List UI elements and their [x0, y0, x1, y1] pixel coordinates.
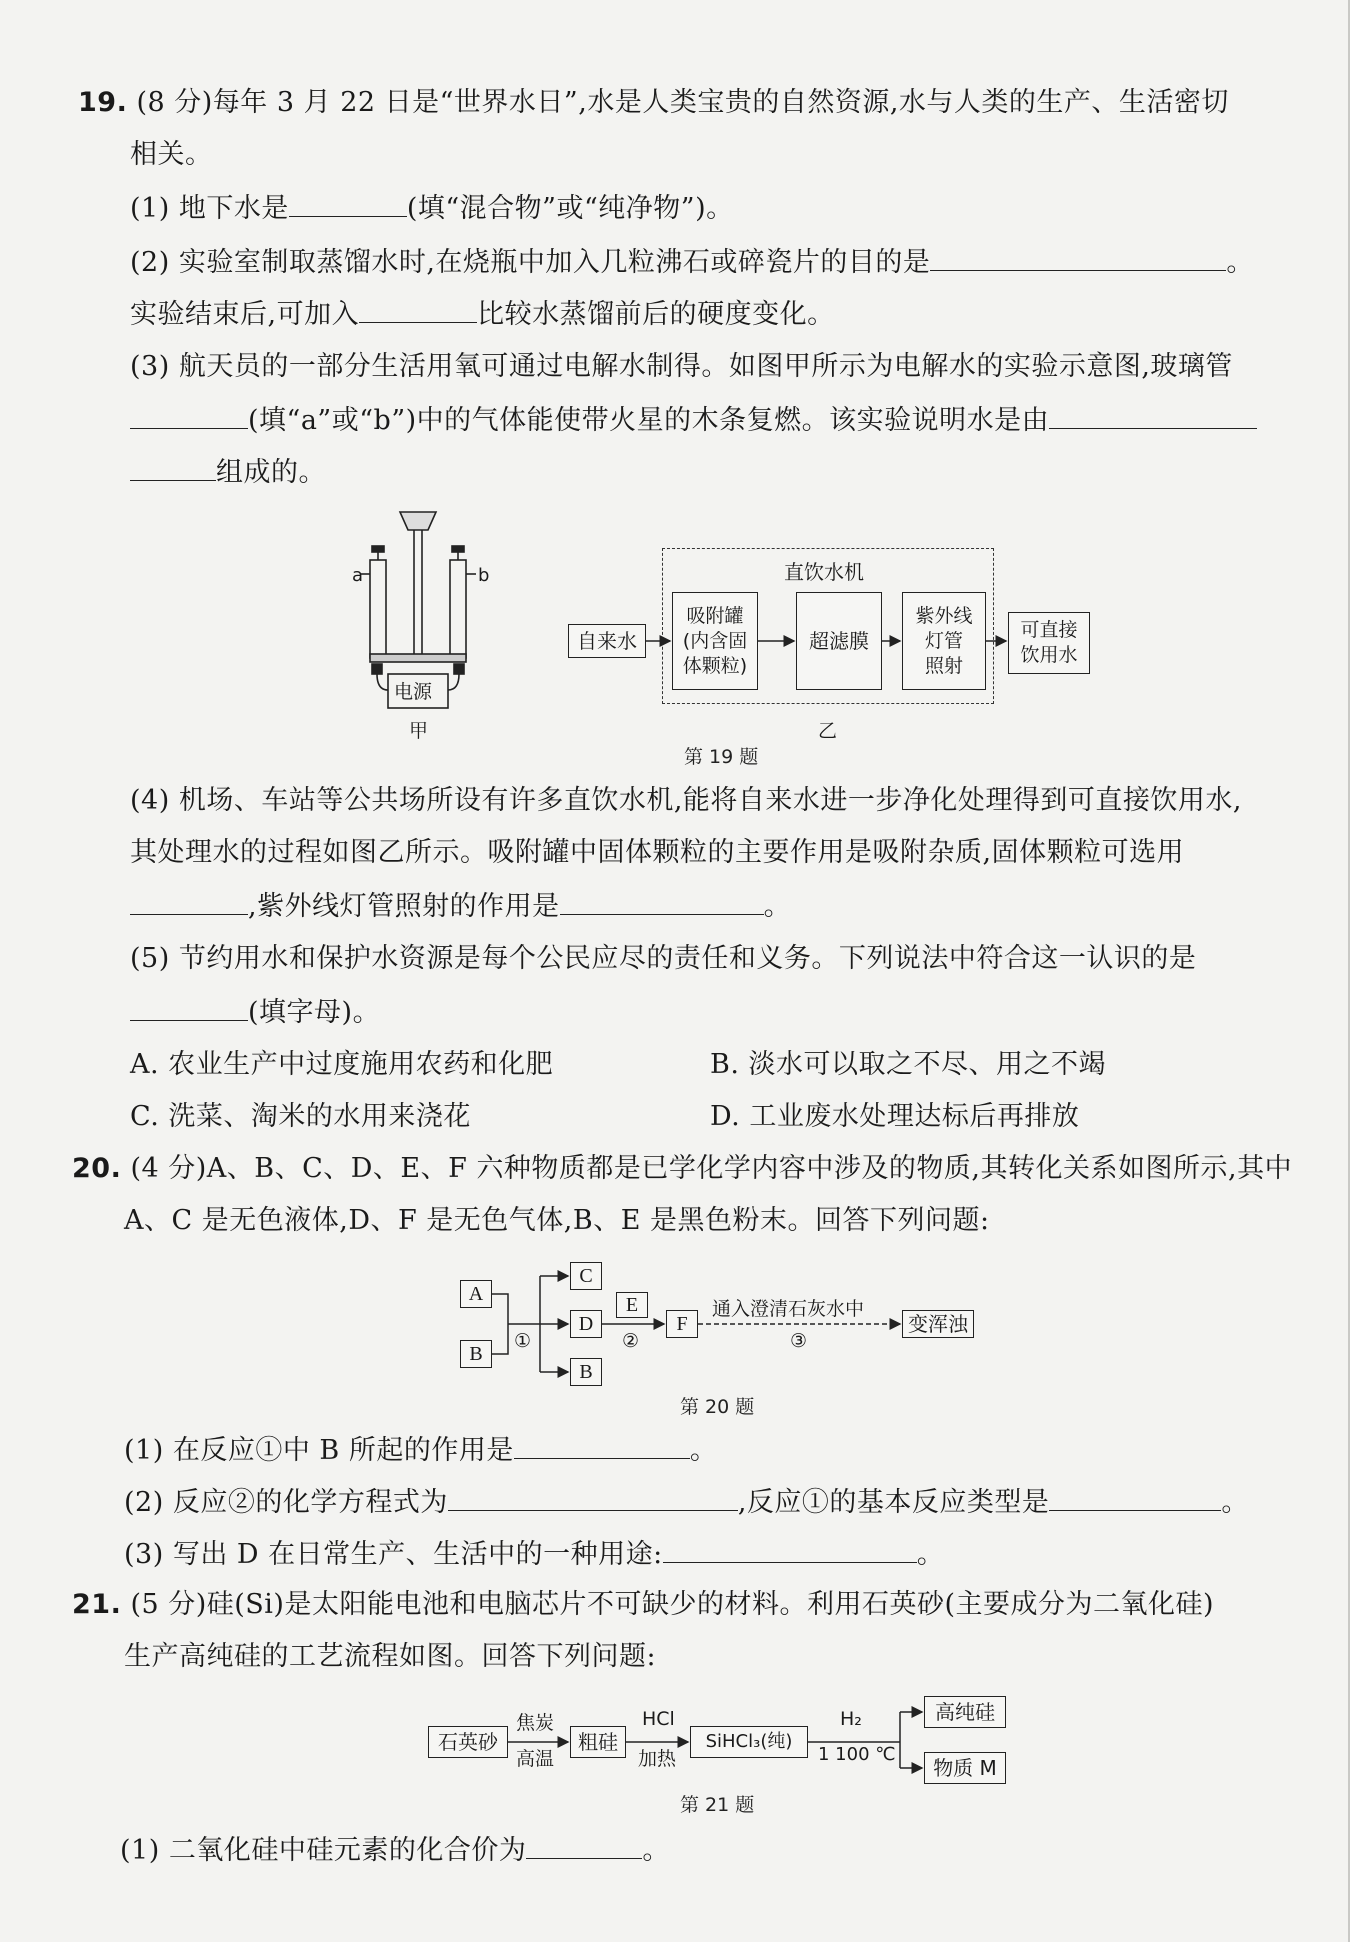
uv-lamp-box: 紫外线 灯管 照射 [902, 592, 986, 690]
q19-number: 19. [78, 87, 128, 118]
reaction-2-label: ② [622, 1330, 640, 1352]
tap-water-box: 自来水 [568, 624, 646, 658]
machine-title: 直饮水机 [784, 560, 864, 584]
h2-label: H₂ [840, 1708, 862, 1730]
node-b: B [460, 1340, 492, 1368]
q19-p2-end: 。 [1226, 247, 1254, 278]
node-turbid: 变浑浊 [902, 1310, 974, 1338]
node-f: F [666, 1310, 698, 1338]
node-b-product: B [570, 1358, 602, 1386]
power-source-label: 电源 [394, 681, 433, 703]
substance-m-box: 物质 M [924, 1752, 1006, 1784]
tube-b-label: b [478, 565, 490, 586]
quartz-sand-box: 石英砂 [428, 1726, 508, 1758]
node-e: E [616, 1292, 648, 1318]
q21-p1-text: (1) 二氧化硅中硅元素的化合价为 [120, 1835, 527, 1866]
q19-p2-text4: 比较水蒸馏前后的硬度变化。 [477, 299, 835, 330]
sihcl3-box: SiHCl₃(纯) [690, 1726, 808, 1758]
node-a: A [460, 1280, 492, 1308]
q21-line2: 生产高纯硅的工艺流程如图。回答下列问题: [124, 1641, 657, 1672]
ultrafiltration-box: 超滤膜 [796, 592, 882, 690]
q19-p4-text: ,紫外线灯管照射的作用是 [248, 891, 560, 922]
q19-option-d: D. 工业废水处理达标后再排放 [710, 1101, 1080, 1132]
q19-p3-text3: 组成的。 [216, 457, 326, 488]
heat-label: 加热 [638, 1748, 677, 1770]
q19-option-b: B. 淡水可以取之不尽、用之不竭 [710, 1049, 1107, 1080]
adsorption-tank-box: 吸附罐 (内含固 体颗粒) [672, 592, 758, 690]
high-temp-label: 高温 [516, 1748, 555, 1770]
q20-p1-end: 。 [689, 1435, 718, 1466]
q20-p2-text2: ,反应①的基本反应类型是 [737, 1487, 1050, 1518]
node-d: D [570, 1310, 602, 1338]
q20-p1-text: (1) 在反应①中 B 所起的作用是 [124, 1435, 514, 1466]
reaction-3-label: ③ [790, 1330, 808, 1352]
figure-20-caption: 第 20 题 [680, 1396, 755, 1418]
q19-part5: (5) 节约用水和保护水资源是每个公民应尽的责任和义务。下列说法中符合这一认识的是 [130, 943, 1197, 974]
q21-number: 21. [72, 1589, 122, 1620]
q20-p2-end: 。 [1221, 1487, 1249, 1518]
q21-p1-blank[interactable] [526, 1832, 642, 1859]
q19-p4-end: 。 [763, 891, 792, 922]
q21-stem: (5 分)硅(Si)是太阳能电池和电脑芯片不可缺少的材料。利用石英砂(主要成分为二氧化硅) [130, 1589, 1215, 1620]
q19-p5-text: (填字母)。 [248, 997, 381, 1028]
crude-silicon-box: 粗硅 [570, 1726, 626, 1758]
q20-number: 20. [72, 1153, 122, 1184]
q21-part1 [120, 1832, 670, 1868]
q21-p1-end: 。 [642, 1835, 670, 1866]
q19-stem: (8 分)每年 3 月 22 日是“世界水日”,水是人类宝贵的自然资源,水与人类的生产、生活密切 [136, 87, 1229, 118]
figure-19-caption: 第 19 题 [684, 746, 759, 768]
q19-part3: (3) 航天员的一部分生活用氧可通过电解水制得。如图甲所示为电解水的实验示意图,玻璃管 [130, 351, 1233, 382]
coke-label: 焦炭 [516, 1712, 555, 1734]
figure-jia-label: 甲 [409, 720, 429, 742]
q20-p2-text: (2) 反应②的化学方程式为 [124, 1487, 448, 1518]
figure-yi-label: 乙 [818, 720, 838, 742]
q19-p2-text3: 实验结束后,可加入 [130, 299, 360, 330]
q19-p1-text: (1) 地下水是 [130, 193, 289, 224]
node-c: C [570, 1262, 602, 1290]
temperature-label: 1 100 ℃ [818, 1744, 896, 1765]
q19-p3-text2: (填“a”或“b”)中的气体能使带火星的木条复燃。该实验说明水是由 [248, 405, 1050, 436]
pass-into-limewater-label: 通入澄清石灰水中 [712, 1298, 865, 1320]
q20-line2: A、C 是无色液体,D、F 是无色气体,B、E 是黑色粉末。回答下列问题: [124, 1205, 990, 1236]
hcl-label: HCl [642, 1708, 675, 1730]
q19-p1-text2: (填“混合物”或“纯净物”)。 [406, 193, 734, 224]
q19-line2: 相关。 [130, 139, 213, 170]
q19-option-a: A. 农业生产中过度施用农药和化肥 [130, 1049, 554, 1080]
q20-p3-end: 。 [916, 1539, 945, 1570]
reaction-1-label: ① [514, 1330, 532, 1352]
q20-stem: (4 分)A、B、C、D、E、F 六种物质都是已学化学内容中涉及的物质,其转化关系如图所示,其中 [130, 1153, 1293, 1184]
q19-option-c: C. 洗菜、淘米的水用来浇花 [130, 1101, 471, 1132]
q19-part4: (4) 机场、车站等公共场所设有许多直饮水机,能将自来水进一步净化处理得到可直接饮用水, [130, 785, 1242, 816]
q20-p3-text: (3) 写出 D 在日常生产、生活中的一种用途: [124, 1539, 663, 1570]
q19-part4-line2: 其处理水的过程如图乙所示。吸附罐中固体颗粒的主要作用是吸附杂质,固体颗粒可选用 [130, 837, 1185, 868]
high-purity-silicon-box: 高纯硅 [924, 1696, 1006, 1728]
q19-p2-text: (2) 实验室制取蒸馏水时,在烧瓶中加入几粒沸石或碎瓷片的目的是 [130, 247, 931, 278]
tube-a-label: a [352, 565, 364, 586]
drinkable-water-box: 可直接 饮用水 [1008, 612, 1090, 674]
figure-21-caption: 第 21 题 [680, 1794, 755, 1816]
